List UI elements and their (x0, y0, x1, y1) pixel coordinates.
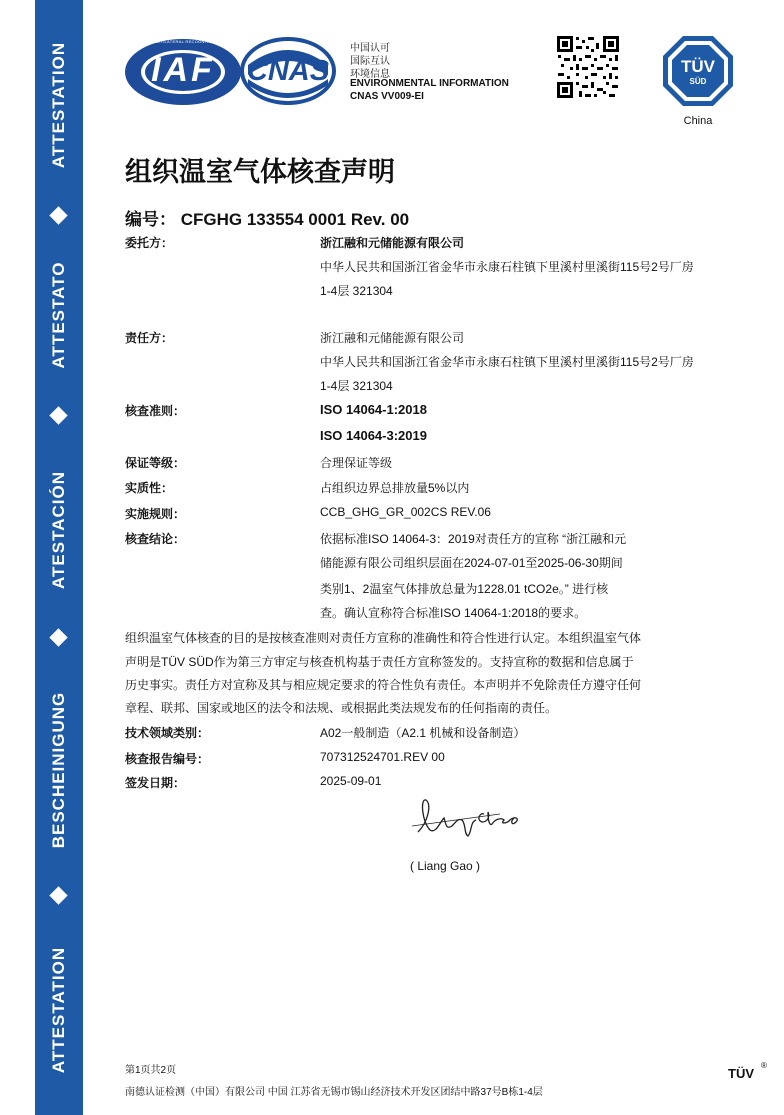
sidebar-word: ATTESTATO (49, 261, 68, 369)
cnas-line: 环境信息 (350, 69, 390, 80)
signature (410, 792, 530, 852)
conclusion-line: 类别1、2温室气体排放总量为1228.01 tCO2e。” 进行核 (320, 582, 609, 596)
date-value: 2025-09-01 (320, 774, 382, 788)
criteria-1: ISO 14064-1:2018 (320, 402, 427, 417)
resp-address-line1: 中华人民共和国浙江省金华市永康石柱镇下里溪村里溪街115号2号厂房 (320, 355, 694, 369)
report-value: 707312524701.REV 00 (320, 750, 445, 764)
tuv-text: TÜV (681, 57, 715, 76)
iaf-ring-text: MEMBER OF MULTILATERAL RECOGNITION ARRANGEMENT (123, 39, 253, 44)
criteria-label: 核查准则： (125, 404, 186, 418)
domain-label: 技术领域类别： (125, 726, 210, 740)
client-name: 浙江融和元储能源有限公司 (320, 236, 465, 250)
tuv-logo (662, 35, 734, 107)
rules-value: CCB_GHG_GR_002CS REV.06 (320, 505, 491, 519)
iaf-text: IAF (151, 51, 215, 89)
doc-number: 编号： CFGHG 133554 0001 Rev. 00 (125, 210, 410, 229)
registered-mark: ® (761, 1061, 767, 1070)
conclusion-line: 查。确认宣称符合标准ISO 14064-1:2018的要求。 (320, 606, 587, 620)
body-paragraph-line: 章程、联邦、国家或地区的法令和法规、或根据此类法规发布的任何指南的责任。 (125, 701, 558, 715)
footer-address: 南德认证检测（中国）有限公司 中国 江苏省无锡市锡山经济技术开发区团结中路37号B栋1-4层 (125, 1087, 543, 1098)
materiality-value: 占组织边界总排放量5%以内 (320, 481, 470, 495)
domain-value: A02一般制造（A2.1 机械和设备制造） (320, 726, 526, 740)
sidebar-word: ATTESTATION (49, 946, 68, 1074)
criteria-2: ISO 14064-3:2019 (320, 428, 427, 443)
date-label: 签发日期： (125, 776, 186, 790)
resp-address-line2: 1-4层 321304 (320, 379, 393, 393)
tuv-sub-text: SÜD (689, 77, 707, 86)
cnas-line: 国际互认 (350, 56, 390, 67)
sidebar-word: BESCHEINIGUNG (49, 691, 68, 849)
sidebar-word: ATTESTATION (49, 41, 68, 169)
resp-name: 浙江融和元储能源有限公司 (320, 331, 465, 345)
body-paragraph-line: 声明是TÜV SÜD作为第三方审定与核查机构基于责任方宣称签发的。支持宣称的数据和信息属于 (125, 655, 634, 669)
sidebar-word: ATESTACIÓN (49, 471, 68, 589)
client-label: 委托方： (125, 236, 174, 250)
qr-code-icon (556, 35, 620, 99)
cnas-logo (238, 35, 338, 107)
cnas-line: ENVIRONMENTAL INFORMATION (350, 78, 509, 89)
conclusion-line: 储能源有限公司组织层面在2024-07-01至2025-06-30期间 (320, 556, 623, 570)
rules-label: 实施规则： (125, 507, 186, 521)
iaf-logo (123, 37, 253, 107)
materiality-label: 实质性： (125, 481, 174, 495)
assurance-value: 合理保证等级 (320, 456, 393, 470)
client-address-line1: 中华人民共和国浙江省金华市永康石柱镇下里溪村里溪街115号2号厂房 (320, 260, 694, 274)
footer-brand: TÜV (728, 1066, 754, 1081)
cnas-line: CNAS VV009-EI (350, 91, 424, 102)
conclusion-label: 核查结论： (125, 532, 186, 546)
body-paragraph-line: 组织温室气体核查的目的是按核查准则对责任方宣称的准确性和符合性进行认定。本组织温室气体 (125, 631, 642, 645)
body-paragraph-line: 历史事实。责任方对宣称及其与相应规定要求的符合性负有责任。本声明并不免除责任方遵守任何 (125, 678, 642, 692)
signer-name: ( Liang Gao ) (410, 859, 481, 873)
tuv-country: China (683, 115, 713, 127)
conclusion-line: 依据标准ISO 14064-3：2019对责任方的宣称 “浙江融和元 (320, 532, 627, 546)
client-address-line2: 1-4层 321304 (320, 284, 393, 298)
report-label: 核查报告编号： (125, 752, 210, 766)
cnas-text: CNAS (246, 55, 330, 87)
cnas-line: 中国认可 (350, 43, 390, 54)
resp-label: 责任方： (125, 331, 174, 345)
page-title: 组织温室气体核查声明 (125, 157, 395, 187)
assurance-label: 保证等级： (125, 456, 186, 470)
page-number: 第1页共2页 (125, 1065, 177, 1076)
